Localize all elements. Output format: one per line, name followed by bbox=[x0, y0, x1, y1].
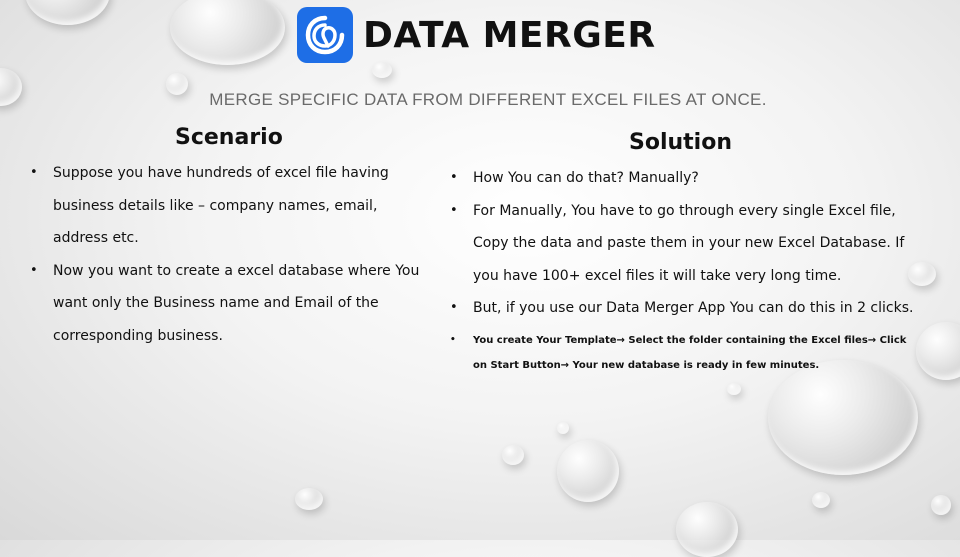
water-drop bbox=[931, 495, 951, 515]
water-drop bbox=[557, 422, 569, 434]
bullet-icon: • bbox=[450, 202, 458, 218]
list-item-text: Now you want to create a excel database where You want only the Business name and Email of the corresponding business. bbox=[53, 262, 420, 344]
list-item-text: Suppose you have hundreds of excel file having business details like – company names, email, address etc. bbox=[53, 165, 389, 246]
bullet-icon: • bbox=[450, 300, 458, 315]
data-merger-logo-icon bbox=[297, 7, 353, 63]
list-item bbox=[450, 195, 920, 293]
scenario-heading: Scenario bbox=[175, 125, 283, 150]
list-item-text: For Manually, You have to go through every single Excel file, Copy the data and paste them in your new Excel Database. If you have 100+ excel files it will take very long time. bbox=[473, 202, 905, 284]
steps-text: You create Your Template→ Select the folder containing the Excel files→ Click on Start Button→ Your new database is ready in few minutes. bbox=[473, 334, 907, 371]
water-drop bbox=[502, 445, 524, 465]
water-drop bbox=[557, 440, 619, 502]
water-drop bbox=[170, 0, 285, 65]
water-drop bbox=[25, 0, 110, 25]
list-item bbox=[450, 292, 920, 325]
water-drop bbox=[372, 62, 392, 78]
page-title: DATA MERGER bbox=[363, 14, 656, 56]
list-item bbox=[30, 157, 420, 255]
header bbox=[297, 7, 656, 63]
solution-list bbox=[450, 162, 920, 378]
bullet-icon: • bbox=[450, 170, 458, 185]
bullet-icon: • bbox=[450, 334, 456, 345]
list-item bbox=[30, 255, 420, 353]
bullet-icon: • bbox=[30, 262, 38, 278]
bullet-icon: • bbox=[30, 165, 38, 180]
water-drop bbox=[727, 383, 741, 395]
water-drop bbox=[812, 492, 830, 508]
water-drop bbox=[676, 502, 738, 557]
list-item bbox=[450, 162, 920, 195]
water-drop bbox=[295, 488, 323, 510]
water-drop bbox=[916, 322, 960, 380]
page-subtitle: MERGE SPECIFIC DATA FROM DIFFERENT EXCEL FILES AT ONCE. bbox=[209, 90, 767, 109]
solution-heading: Solution bbox=[629, 130, 732, 155]
list-item bbox=[450, 328, 920, 378]
scenario-list bbox=[30, 157, 420, 352]
list-item-text: How You can do that? Manually? bbox=[473, 170, 699, 186]
list-item-text: But, if you use our Data Merger App You can do this in 2 clicks. bbox=[473, 300, 914, 316]
